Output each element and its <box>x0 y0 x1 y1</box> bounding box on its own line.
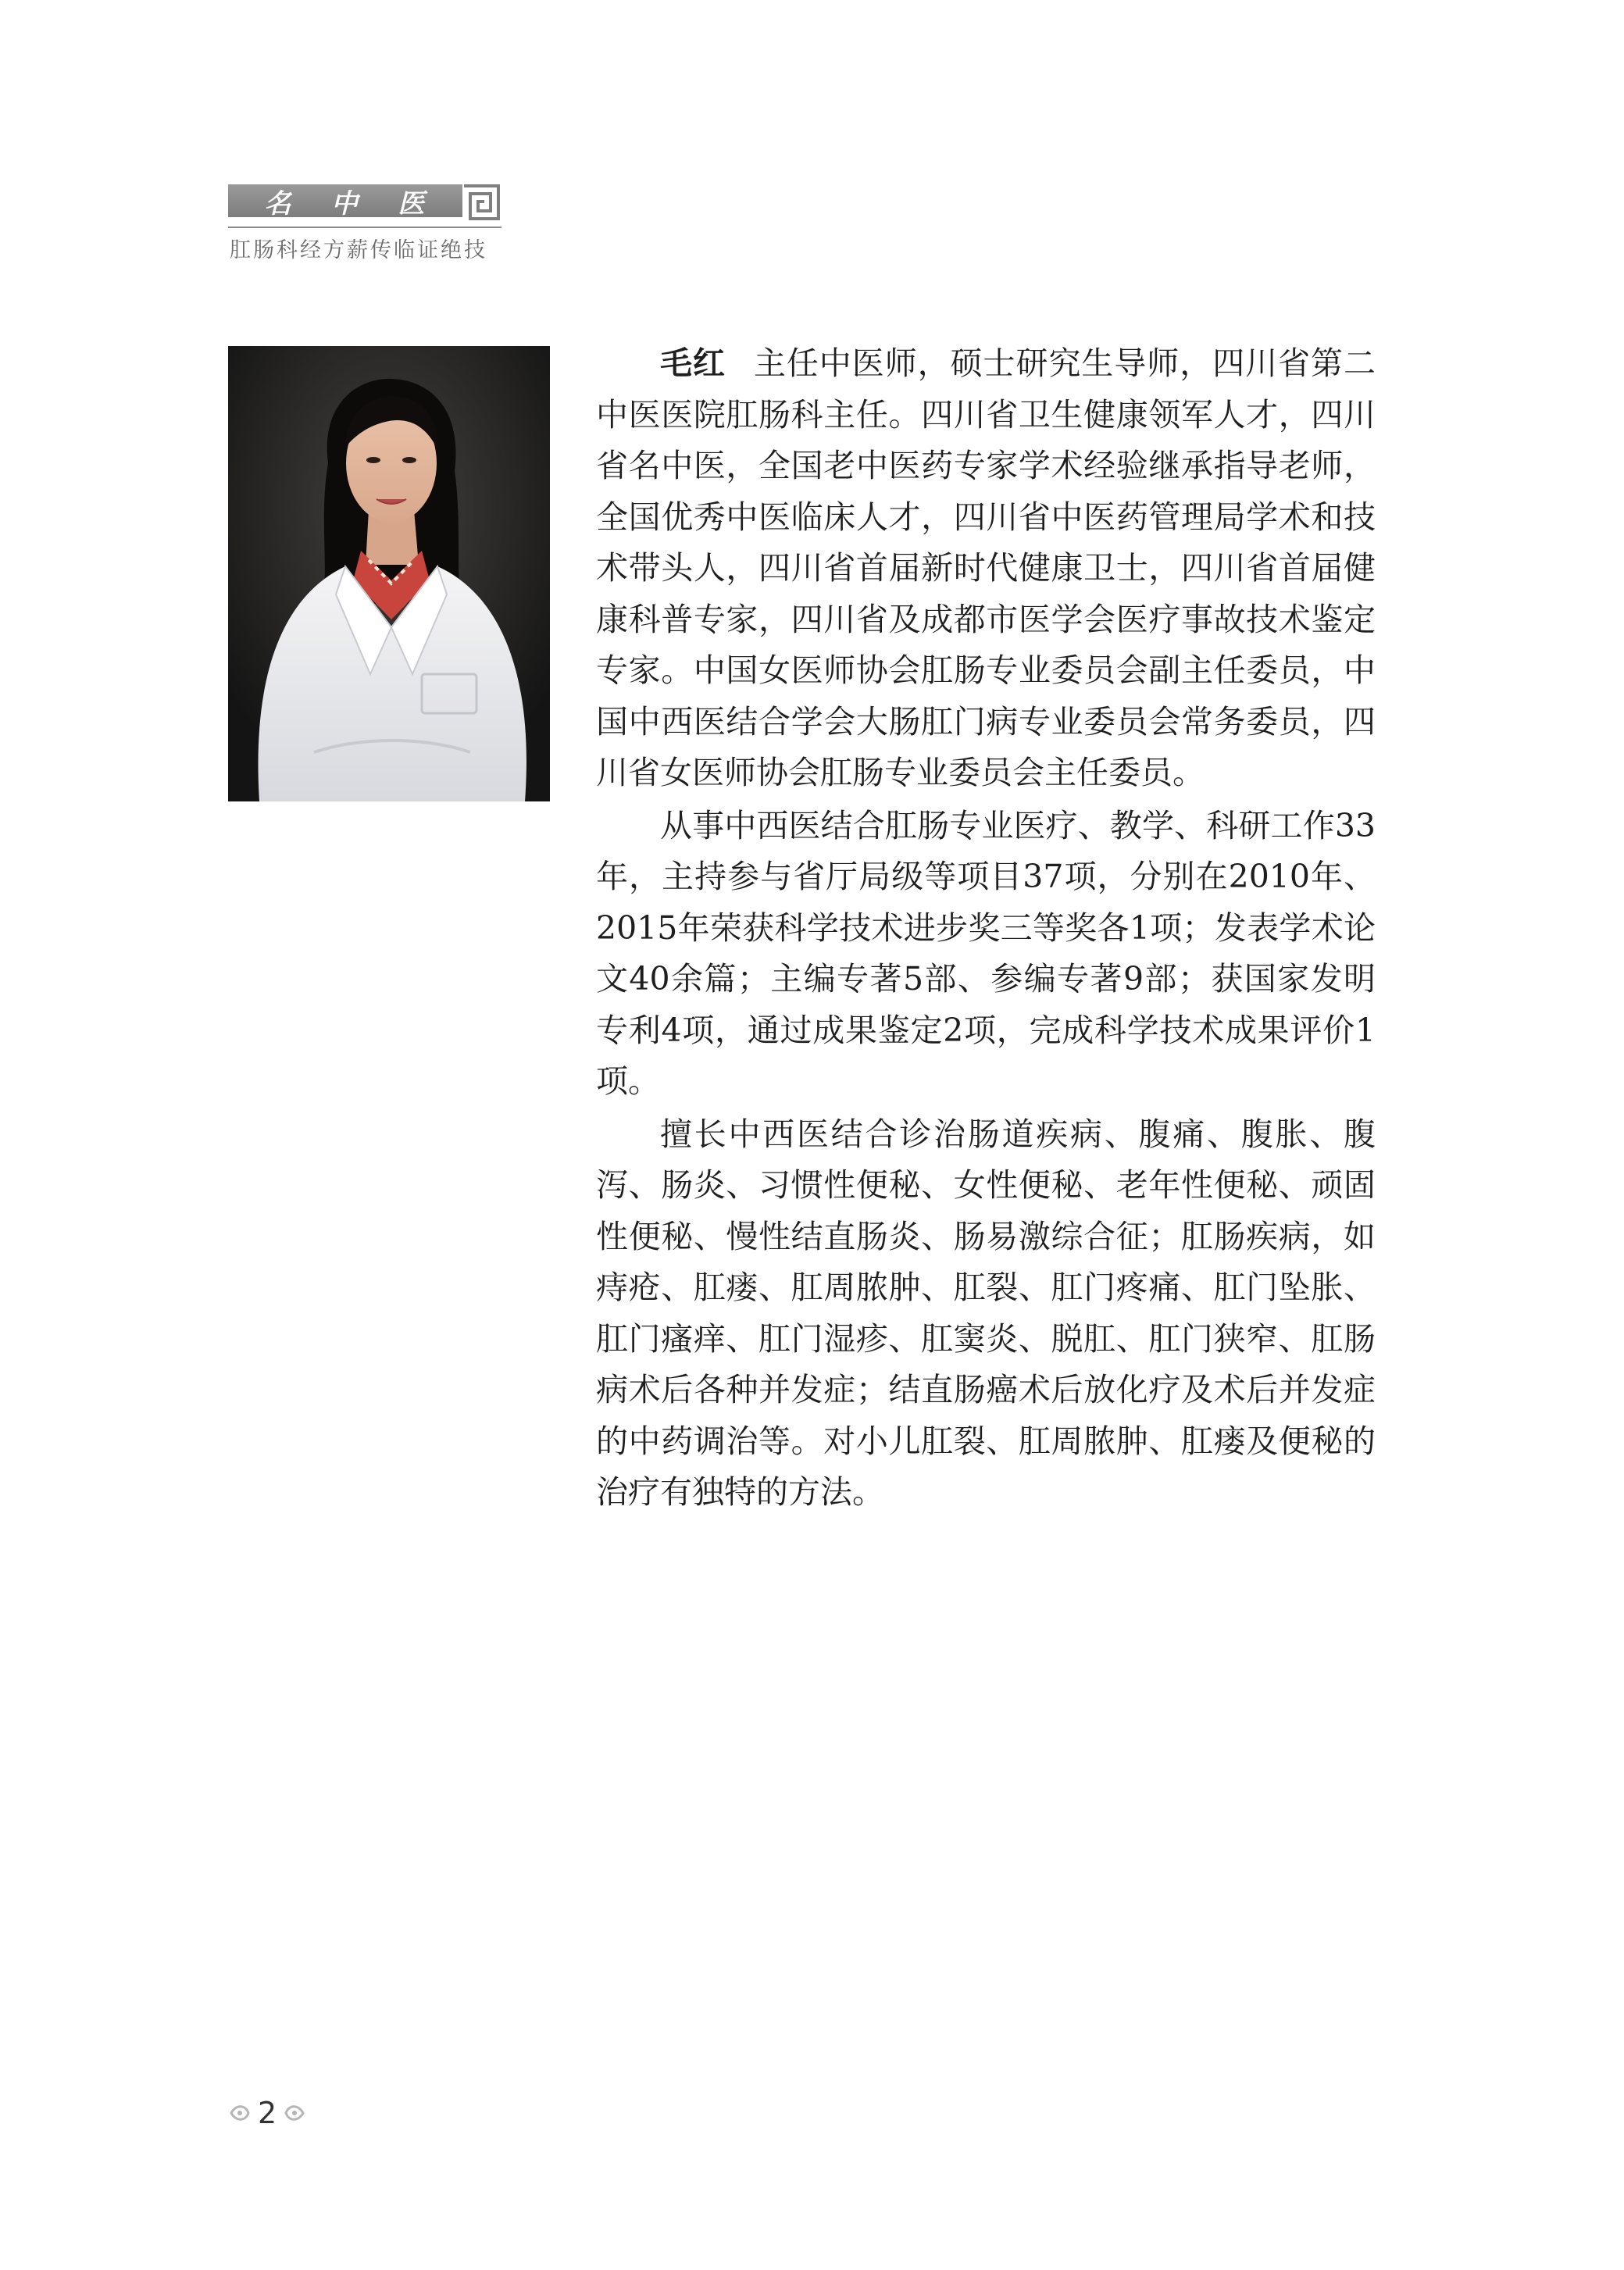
bio-paragraph-2: 从事中西医结合肛肠专业医疗、教学、科研工作33年，主持参与省厅局级等项目37项，分别在2010年、2015年荣获科学技术进步奖三等奖各1项；发表学术论文40余篇；主编专著5部、参编专著9部；获国家发明专利4项，通过成果鉴定2项，完成科学技术成果评价1项。 <box>596 806 1376 1100</box>
header-rule <box>228 227 501 228</box>
bio-paragraph-1-text: 主任中医师，硕士研究生导师，四川省第二中医医院肛肠科主任。四川省卫生健康领军人才，四川省名中医，全国老中医药专家学术经验继承指导老师，全国优秀中医临床人才，四川省中医药管理局学术和技术带头人，四川省首届新时代健康卫士，四川省首届健康科普专家，四川省及成都市医学会医疗事故技术鉴定专家。中国女医师协会肛肠专业委员会副主任委员，中国中西医结合学会大肠肛门病专业委员会常务委员，四川省女医师协会肛肠专业委员会主任委员。 <box>596 344 1376 791</box>
book-subtitle: 肛肠科经方薪传临证绝技 <box>230 238 487 262</box>
bio-paragraph-1 <box>596 338 1376 799</box>
portrait-image <box>228 346 550 801</box>
header-title-bar <box>228 184 462 220</box>
fret-ornament-icon <box>462 181 501 222</box>
page-footer <box>228 2093 306 2133</box>
biography-text <box>596 338 1376 1520</box>
right-leaf-ornament-icon <box>283 2101 306 2125</box>
page-number: 2 <box>258 2096 277 2130</box>
author-name: 毛红 <box>660 344 726 382</box>
header-title-char-2: 中 <box>330 187 359 220</box>
bio-paragraph-3: 擅长中西医结合诊治肠道疾病、腹痛、腹胀、腹泻、肠炎、习惯性便秘、女性便秘、老年性便秘、顽固性便秘、慢性结直肠炎、肠易激综合征；肛肠疾病，如痔疮、肛瘘、肛周脓肿、肛裂、肛门疼痛、肛门坠胀、肛门瘙痒、肛门湿疹、肛窦炎、脱肛、肛门狭窄、肛肠病术后各种并发症；结直肠癌术后放化疗及术后并发症的中药调治等。对小儿肛裂、肛周脓肿、肛瘘及便秘的治疗有独特的方法。 <box>596 1115 1376 1511</box>
left-leaf-ornament-icon <box>228 2101 252 2125</box>
author-portrait <box>228 346 550 801</box>
running-header <box>228 184 525 262</box>
header-title-char-1: 名 <box>264 187 293 220</box>
header-title-char-3: 医 <box>398 187 427 220</box>
